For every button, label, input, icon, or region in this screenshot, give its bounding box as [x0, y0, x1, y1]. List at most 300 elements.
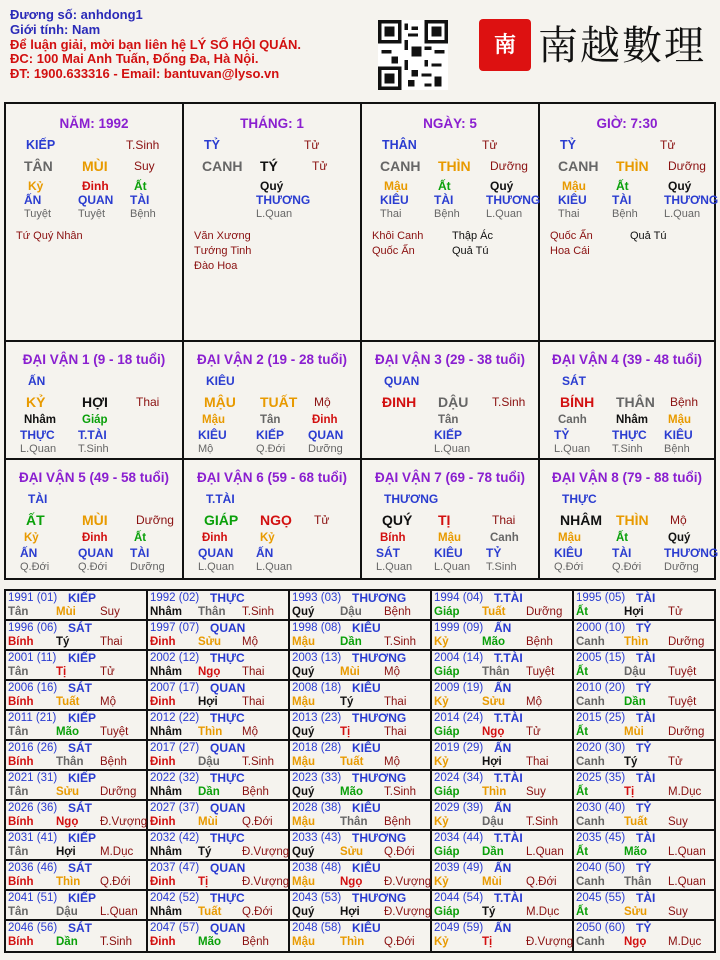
pillar-1 [6, 104, 184, 342]
dai-van-title: ĐẠI VẬN 4 (39 - 48 tuổi) [551, 352, 703, 367]
dai-van-stem-god: SÁT [562, 374, 586, 388]
pillar-title: THÁNG: 1 [240, 116, 304, 131]
year-god: ẤN [494, 801, 512, 815]
year-cell [6, 831, 148, 861]
dai-van-phase: Dưỡng [136, 513, 174, 527]
year-god: SÁT [68, 621, 92, 635]
year-stem: Canh [576, 696, 605, 708]
year-stem: Mậu [292, 696, 315, 708]
year-label: 2050 (60) [576, 922, 626, 934]
year-stem: Mậu [292, 756, 315, 768]
hidden-phase: T.Sinh [612, 443, 643, 455]
hidden-god: QUAN [78, 546, 114, 560]
year-cell [148, 741, 290, 771]
hidden-god: KIÊU [434, 546, 463, 560]
year-branch: Ngọ [340, 876, 363, 888]
hidden-god: KIÊU [380, 193, 409, 207]
hidden-phase: Bệnh [434, 208, 460, 220]
year-god: T.TÀI [494, 831, 523, 845]
hidden-stem: Mậu [558, 532, 581, 544]
year-cell [574, 801, 714, 831]
year-label: 1992 (02) [150, 592, 200, 604]
pillar-title: NĂM: 1992 [59, 116, 129, 131]
hidden-god: TÀI [130, 546, 150, 560]
year-label: 2018 (28) [292, 742, 342, 754]
year-branch: Thân [624, 876, 652, 888]
year-branch: Ngọ [482, 726, 505, 738]
year-label: 2012 (22) [150, 712, 200, 724]
year-cell [290, 711, 432, 741]
year-god: THƯƠNG [352, 651, 407, 665]
year-branch: Dậu [482, 816, 504, 828]
year-god: KIẾP [68, 651, 97, 665]
year-phase: M.Dục [526, 906, 560, 918]
year-phase: Thai [100, 636, 123, 648]
year-cell [148, 591, 290, 621]
year-label: 2008 (18) [292, 682, 342, 694]
year-god: QUAN [210, 681, 246, 695]
year-label: 2035 (45) [576, 832, 626, 844]
year-branch: Sửu [340, 846, 364, 858]
year-phase: Mộ [384, 666, 400, 678]
hidden-phase: L.Quan [554, 443, 591, 455]
dai-van-branch: NGỌ [260, 512, 292, 528]
year-label: 2039 (49) [434, 862, 484, 874]
year-label: 2020 (30) [576, 742, 626, 754]
hidden-phase: Q.Đới [554, 561, 584, 573]
year-god: SÁT [68, 681, 92, 695]
pillar-2 [184, 104, 362, 342]
gender: Giới tính: Nam [10, 21, 101, 37]
year-cell [148, 681, 290, 711]
year-cell [290, 621, 432, 651]
hidden-god: ẤN [24, 193, 42, 207]
year-cell [290, 921, 432, 951]
dai-van-3 [362, 342, 540, 460]
year-branch: Hợi [624, 606, 644, 618]
dai-van-phase: Mộ [314, 395, 331, 409]
year-branch: Mão [340, 786, 363, 798]
hidden-stem: Mậu [562, 179, 586, 193]
dai-van-title: ĐẠI VẬN 7 (69 - 78 tuổi) [374, 470, 526, 485]
year-phase: T.Sinh [100, 936, 132, 948]
year-cell [148, 771, 290, 801]
hidden-phase: Dưỡng [664, 561, 699, 573]
dai-van-phase: Mộ [670, 513, 687, 527]
year-phase: Đ.Vượng [526, 936, 574, 948]
year-phase: Mộ [242, 726, 258, 738]
year-cell [290, 651, 432, 681]
hidden-stem: Ất [438, 179, 451, 193]
hidden-stem: Đinh [312, 414, 338, 426]
year-phase: Mộ [384, 756, 400, 768]
dai-van-stem-god: TÀI [28, 492, 48, 506]
year-phase: T.Sinh [384, 636, 416, 648]
year-god: THỰC [210, 831, 245, 845]
year-phase: Bệnh [384, 816, 411, 828]
year-branch: Hợi [340, 906, 360, 918]
year-cell [432, 591, 574, 621]
year-label: 2016 (26) [8, 742, 58, 754]
year-phase: Suy [668, 906, 688, 918]
dai-van-5 [6, 460, 184, 578]
year-label: 2019 (29) [434, 742, 484, 754]
year-god: THỰC [210, 891, 245, 905]
year-stem: Ất [576, 726, 589, 738]
hidden-stem: Bính [380, 532, 406, 544]
year-cell [148, 711, 290, 741]
year-label: 2049 (59) [434, 922, 484, 934]
year-label: 2043 (53) [292, 892, 342, 904]
year-stem: Tân [8, 666, 29, 678]
year-stem: Tân [8, 846, 29, 858]
dai-van-branch: DẬU [438, 394, 469, 410]
year-branch: Dần [624, 696, 646, 708]
pillar-branch: THÌN [438, 158, 471, 174]
year-god: KIÊU [352, 741, 381, 755]
year-branch: Sửu [624, 906, 648, 918]
pillar-stem-god: THÂN [382, 138, 417, 152]
year-phase: T.Sinh [526, 816, 558, 828]
year-cell [574, 591, 714, 621]
dai-van-stem-god: T.TÀI [206, 492, 235, 506]
year-branch: Tị [198, 876, 209, 888]
dai-van-title: ĐẠI VẬN 2 (19 - 28 tuổi) [196, 352, 348, 367]
hidden-god: KIẾP [256, 428, 285, 442]
year-stem: Canh [576, 816, 605, 828]
year-phase: Thai [242, 666, 265, 678]
year-god: SÁT [68, 801, 92, 815]
year-branch: Dần [340, 636, 362, 648]
hidden-phase: Q.Đới [256, 443, 286, 455]
hidden-stem: Kỷ [24, 532, 39, 544]
year-label: 1997 (07) [150, 622, 200, 634]
year-phase: Mộ [100, 696, 116, 708]
year-god: TỶ [636, 861, 652, 875]
year-cell [432, 921, 574, 951]
year-stem: Giáp [434, 606, 460, 618]
year-god: KIÊU [352, 861, 381, 875]
year-cell [148, 891, 290, 921]
year-stem: Tân [8, 786, 29, 798]
year-cell [6, 651, 148, 681]
year-phase: Suy [526, 786, 546, 798]
year-phase: Q.Đới [100, 876, 131, 888]
year-branch: Ngọ [624, 936, 647, 948]
hidden-phase: L.Quan [434, 443, 471, 455]
year-stem: Kỷ [434, 696, 449, 708]
hidden-stem: Giáp [82, 414, 108, 426]
hidden-god: KIÊU [664, 428, 693, 442]
year-branch: Mùi [482, 876, 502, 888]
year-branch: Dậu [198, 756, 220, 768]
year-god: KIÊU [352, 801, 381, 815]
year-god: KIÊU [352, 921, 381, 935]
hidden-stem: Quý [668, 179, 692, 193]
year-branch: Tị [56, 666, 67, 678]
year-branch: Hợi [482, 756, 502, 768]
seal-stamp: 南 [479, 19, 531, 71]
year-god: TÀI [636, 651, 656, 665]
star-item: Khôi Canh [372, 230, 424, 242]
year-branch: Tuất [482, 606, 506, 618]
year-stem: Nhâm [150, 786, 182, 798]
dai-van-stem-god: QUAN [384, 374, 420, 388]
year-label: 2002 (12) [150, 652, 200, 664]
dai-van-stem: QUÝ [382, 512, 413, 528]
year-stem: Kỷ [434, 756, 449, 768]
year-stem: Giáp [434, 906, 460, 918]
year-stem: Quý [292, 666, 315, 678]
year-label: 2011 (21) [8, 712, 57, 724]
contact-line: Để luận giải, mời bạn liên hệ LÝ SỐ HỘI QUÁN. [10, 36, 301, 52]
dai-van-branch: MÙI [82, 512, 108, 528]
year-stem: Canh [576, 936, 605, 948]
hidden-phase: Q.Đới [612, 561, 642, 573]
hidden-phase: L.Quan [198, 561, 235, 573]
year-god: ẤN [494, 741, 512, 755]
pillar-branch-god: Tử [482, 138, 498, 152]
hidden-phase: Mộ [198, 443, 214, 455]
dai-van-4 [540, 342, 714, 460]
year-label: 2023 (33) [292, 772, 342, 784]
year-label: 1996 (06) [8, 622, 58, 634]
dai-van-title: ĐẠI VẬN 3 (29 - 38 tuổi) [374, 352, 526, 367]
year-cell [290, 771, 432, 801]
hidden-stem: Mậu [384, 179, 408, 193]
year-cell [432, 741, 574, 771]
year-branch: Ngọ [198, 666, 221, 678]
hidden-stem: Nhâm [616, 414, 648, 426]
year-label: 2021 (31) [8, 772, 58, 784]
year-stem: Canh [576, 756, 605, 768]
year-cell [6, 711, 148, 741]
year-god: TỶ [636, 621, 652, 635]
year-label: 2014 (24) [434, 712, 484, 724]
year-cell [148, 651, 290, 681]
year-stem: Quý [292, 786, 315, 798]
dai-van-branch: THÌN [616, 512, 649, 528]
hidden-phase: Q.Đới [20, 561, 50, 573]
year-cell [6, 591, 148, 621]
hidden-stem: Mậu [668, 414, 691, 426]
year-cell [6, 771, 148, 801]
hidden-phase: L.Quan [486, 208, 523, 220]
year-cell [290, 891, 432, 921]
year-phase: Thai [384, 696, 407, 708]
year-stem: Đinh [150, 936, 176, 948]
year-cell [432, 801, 574, 831]
dai-van-stem: NHÂM [560, 512, 602, 528]
year-label: 2028 (38) [292, 802, 342, 814]
pillar-stem: CANH [380, 158, 421, 174]
hidden-god: QUAN [308, 428, 344, 442]
year-branch: Hợi [56, 846, 76, 858]
year-label: 2022 (32) [150, 772, 200, 784]
year-label: 2027 (37) [150, 802, 200, 814]
star-item: Hoa Cái [550, 245, 590, 257]
year-cell [290, 831, 432, 861]
year-god: T.TÀI [494, 711, 523, 725]
star-item: Quốc Ấn [372, 245, 415, 257]
hidden-god: TÀI [612, 193, 632, 207]
hidden-god: ẤN [20, 546, 38, 560]
year-god: TỶ [636, 801, 652, 815]
year-cell [432, 681, 574, 711]
year-cell [290, 801, 432, 831]
year-branch: Tuất [340, 756, 364, 768]
year-stem: Nhâm [150, 666, 182, 678]
year-label: 1998 (08) [292, 622, 342, 634]
year-phase: Thai [384, 726, 407, 738]
year-stem: Giáp [434, 726, 460, 738]
pillar-branch-god: T.Sinh [126, 138, 160, 152]
pillar-branch-god: Tử [304, 138, 320, 152]
year-label: 2038 (48) [292, 862, 342, 874]
year-phase: Đ.Vượng [384, 876, 432, 888]
year-god: THƯƠNG [352, 771, 407, 785]
year-label: 2033 (43) [292, 832, 342, 844]
year-phase: M.Dục [668, 786, 702, 798]
year-branch: Sửu [56, 786, 80, 798]
year-branch: Tị [482, 936, 493, 948]
year-god: TÀI [636, 591, 656, 605]
hidden-stem: Ất [134, 532, 147, 544]
year-cell [6, 681, 148, 711]
year-branch: Mùi [624, 726, 644, 738]
year-phase: Bệnh [100, 756, 127, 768]
year-branch: Tý [624, 756, 638, 768]
star-item: Quả Tú [630, 230, 667, 242]
year-label: 2007 (17) [150, 682, 200, 694]
year-cell [432, 771, 574, 801]
year-stem: Kỷ [434, 636, 449, 648]
hidden-stem: Mậu [438, 532, 461, 544]
year-phase: L.Quan [526, 846, 564, 858]
year-stem: Mậu [292, 936, 315, 948]
year-label: 2010 (20) [576, 682, 626, 694]
pillar-phase: Dưỡng [490, 159, 528, 173]
hidden-phase: Tuyệt [24, 208, 52, 220]
year-phase: Mộ [242, 636, 258, 648]
pillar-branch-god: Tử [660, 138, 676, 152]
year-label: 1993 (03) [292, 592, 342, 604]
year-god: TÀI [636, 831, 656, 845]
pillar-branch: MÙI [82, 158, 108, 174]
year-phase: Q.Đới [526, 876, 557, 888]
address-line: ĐC: 100 Mai Anh Tuấn, Đống Đa, Hà Nội. [10, 51, 259, 67]
hidden-phase: T.Sinh [78, 443, 109, 455]
hidden-phase: L.Quan [256, 208, 293, 220]
dai-van-stem: ẤT [26, 512, 45, 528]
year-stem: Mậu [292, 816, 315, 828]
year-label: 2015 (25) [576, 712, 626, 724]
year-stem: Ất [576, 846, 589, 858]
dai-van-title: ĐẠI VẬN 6 (59 - 68 tuổi) [196, 470, 348, 485]
year-branch: Mão [482, 636, 505, 648]
pillars-grid [4, 102, 719, 580]
year-branch: Sửu [482, 696, 506, 708]
year-stem: Đinh [150, 876, 176, 888]
year-label: 2003 (13) [292, 652, 342, 664]
year-stem: Ất [576, 906, 589, 918]
year-stem: Đinh [150, 756, 176, 768]
year-god: THƯƠNG [352, 591, 407, 605]
year-stem: Kỷ [434, 816, 449, 828]
hidden-phase: Thai [380, 208, 402, 220]
owner-name: Đương số: anhdong1 [10, 7, 143, 22]
year-god: TÀI [636, 711, 656, 725]
year-phase: Tuyệt [526, 666, 555, 678]
year-stem: Mậu [292, 636, 315, 648]
yearly-luck-table [4, 589, 716, 953]
qr-code-icon [378, 20, 448, 90]
hidden-god: KIÊU [198, 428, 227, 442]
year-label: 2009 (19) [434, 682, 484, 694]
year-branch: Tuất [624, 816, 648, 828]
hidden-stem: Quý [668, 532, 691, 544]
year-cell [574, 711, 714, 741]
pillar-phase: Dưỡng [668, 159, 706, 173]
year-label: 2006 (16) [8, 682, 58, 694]
year-label: 1994 (04) [434, 592, 484, 604]
hidden-stem: Kỷ [28, 179, 44, 193]
year-phase: Tử [668, 756, 683, 768]
hidden-god: KIÊU [554, 546, 583, 560]
year-branch: Tý [198, 846, 212, 858]
pillar-4 [540, 104, 719, 342]
pillar-branch: TÝ [260, 158, 278, 174]
year-phase: L.Quan [668, 876, 706, 888]
year-god: THỰC [210, 591, 245, 605]
year-god: KIẾP [68, 891, 97, 905]
year-phase: Tử [668, 606, 683, 618]
year-label: 2031 (41) [8, 832, 58, 844]
hidden-phase: Dưỡng [130, 561, 165, 573]
year-phase: Thai [526, 756, 549, 768]
year-phase: Dưỡng [100, 786, 137, 798]
year-stem: Quý [292, 726, 315, 738]
year-cell [432, 711, 574, 741]
hidden-phase: Bệnh [664, 443, 690, 455]
year-cell [432, 831, 574, 861]
year-cell [574, 831, 714, 861]
year-label: 2044 (54) [434, 892, 484, 904]
year-cell [574, 921, 714, 951]
hidden-stem: Nhâm [24, 414, 56, 426]
year-branch: Thân [482, 666, 510, 678]
year-branch: Thìn [482, 786, 507, 798]
year-cell [290, 591, 432, 621]
year-cell [574, 621, 714, 651]
year-stem: Đinh [150, 816, 176, 828]
dai-van-stem-god: THƯƠNG [384, 492, 439, 506]
year-label: 2025 (35) [576, 772, 626, 784]
hidden-phase: L.Quan [434, 561, 471, 573]
year-branch: Dần [198, 786, 220, 798]
year-god: QUAN [210, 741, 246, 755]
year-phase: Suy [668, 816, 688, 828]
dai-van-stem: ĐINH [382, 394, 417, 410]
year-stem: Canh [576, 876, 605, 888]
dai-van-branch: THÂN [616, 394, 655, 410]
year-stem: Nhâm [150, 726, 182, 738]
year-branch: Thìn [56, 876, 81, 888]
year-phase: Tuyệt [668, 666, 697, 678]
star-item: Tứ Quý Nhân [16, 230, 83, 242]
year-cell [432, 651, 574, 681]
hidden-stem: Ất [616, 179, 629, 193]
